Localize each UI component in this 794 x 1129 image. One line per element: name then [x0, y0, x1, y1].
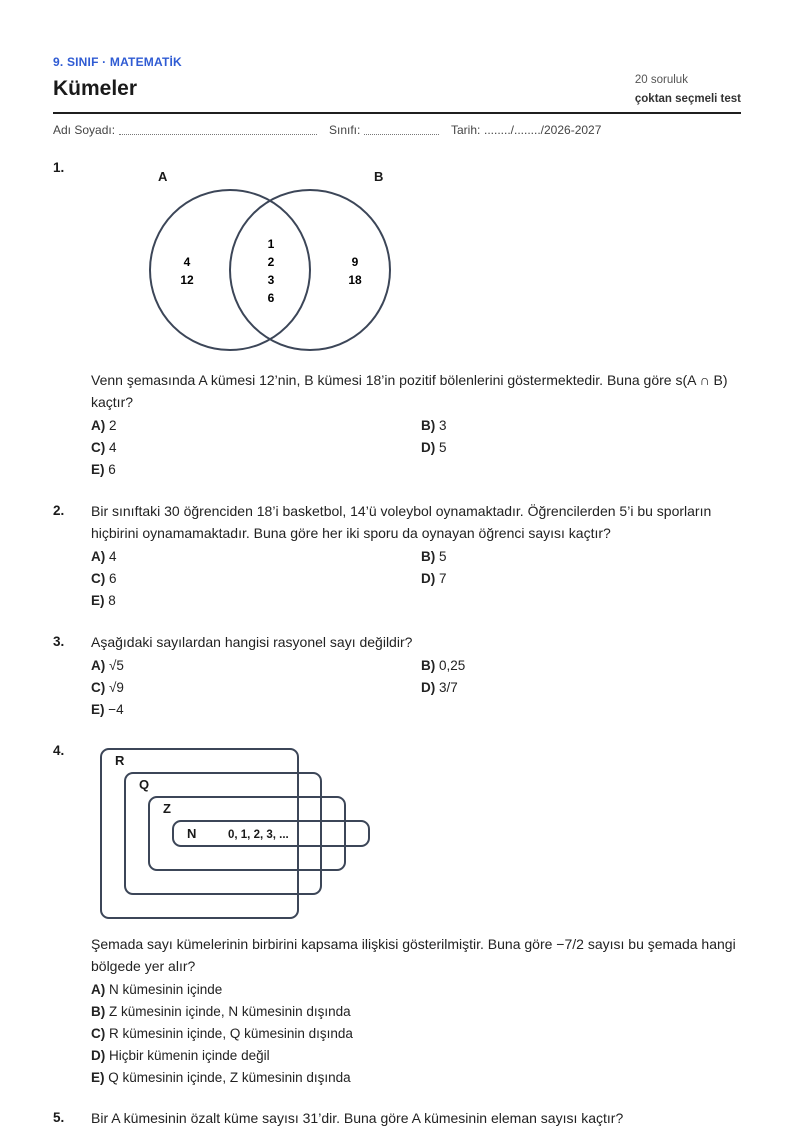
- set-r-label: R: [115, 753, 125, 768]
- option-value: −4: [108, 702, 124, 717]
- option-value: √5: [109, 658, 124, 673]
- option-value: 3/7: [439, 680, 458, 695]
- date-label: Tarih:: [451, 123, 481, 137]
- option-c[interactable]: [91, 680, 124, 695]
- option-value: Hiçbir kümenin içinde değil: [109, 1048, 270, 1063]
- question-number: 1.: [53, 160, 65, 175]
- question-text: Venn şemasında A kümesi 12’nin, B kümesi 18’in pozitif bölenlerini göstermektedir. Buna göre s(A ∩ B) kaçtır?: [91, 372, 728, 410]
- page-header: [53, 55, 741, 114]
- question-text: Bir A kümesinin özalt küme sayısı 31’dir. Buna göre A kümesinin eleman sayısı kaçtır?: [91, 1110, 624, 1126]
- option-value: 0,25: [439, 658, 466, 673]
- set-q-label: Q: [139, 777, 150, 792]
- option-value: 5: [439, 549, 447, 564]
- option-d[interactable]: [421, 680, 458, 695]
- venn-both-2: 3: [267, 273, 275, 287]
- option-d[interactable]: [421, 440, 447, 455]
- venn-b-only-1: 18: [348, 273, 362, 287]
- option-key: E): [91, 702, 105, 717]
- option-key: B): [421, 658, 436, 673]
- question-text: Şemada sayı kümelerinin birbirini kapsama ilişkisi gösterilmiştir. Buna göre −7/2 sayısı bu şemada hangi bölgede yer alır?: [91, 936, 736, 974]
- option-value: 4: [109, 440, 117, 455]
- venn-diagram: [140, 160, 410, 360]
- option-a[interactable]: [91, 982, 222, 997]
- set-n-label: N: [187, 826, 197, 841]
- option-value: 8: [108, 593, 116, 608]
- set-q-box: [125, 773, 321, 894]
- option-value: Q kümesinin içinde, Z kümesinin dışında: [108, 1070, 351, 1085]
- option-key: E): [91, 593, 105, 608]
- option-key: D): [421, 571, 436, 586]
- option-e[interactable]: [91, 462, 116, 477]
- option-value: 6: [109, 571, 117, 586]
- option-value: 3: [439, 418, 447, 433]
- venn-label-a: A: [158, 169, 168, 184]
- option-key: E): [91, 462, 105, 477]
- option-key: D): [91, 1048, 106, 1063]
- name-label: Adı Soyadı:: [53, 123, 116, 137]
- option-key: B): [91, 1004, 106, 1019]
- option-value: 5: [439, 440, 447, 455]
- option-value: 2: [109, 418, 117, 433]
- grade-label: 9. SINIF · MATEMATİK: [53, 55, 182, 69]
- option-key: C): [91, 440, 106, 455]
- option-a[interactable]: [91, 658, 124, 673]
- option-c[interactable]: [91, 1026, 353, 1041]
- option-c[interactable]: [91, 571, 117, 586]
- set-n-elements: 0, 1, 2, 3, ...: [228, 829, 289, 841]
- option-c[interactable]: [91, 440, 117, 455]
- option-key: B): [421, 418, 436, 433]
- option-b[interactable]: [421, 549, 447, 564]
- test-type: çoktan seçmeli test: [634, 93, 741, 105]
- page-title: Kümeler: [53, 77, 138, 100]
- question-number: 4.: [53, 743, 65, 758]
- venn-label-b: B: [374, 169, 384, 184]
- option-value: 6: [108, 462, 116, 477]
- question-number: 5.: [53, 1110, 65, 1125]
- option-a[interactable]: [91, 418, 117, 433]
- option-value: 4: [109, 549, 117, 564]
- question-count: 20 soruluk: [634, 74, 688, 86]
- option-key: A): [91, 982, 106, 997]
- option-value: Z kümesinin içinde, N kümesinin dışında: [109, 1004, 351, 1019]
- option-value: N kümesinin içinde: [109, 982, 223, 997]
- venn-a-only-1: 12: [180, 273, 194, 287]
- option-value: √9: [109, 680, 124, 695]
- option-d[interactable]: [421, 571, 447, 586]
- question-number: 3.: [53, 634, 65, 649]
- option-b[interactable]: [421, 418, 447, 433]
- option-key: C): [91, 571, 106, 586]
- option-key: E): [91, 1070, 105, 1085]
- option-key: D): [421, 440, 436, 455]
- option-e[interactable]: [91, 702, 124, 717]
- option-key: B): [421, 549, 436, 564]
- venn-both-1: 2: [267, 255, 275, 269]
- class-field[interactable]: [364, 122, 439, 135]
- option-key: C): [91, 680, 106, 695]
- venn-b-only-0: 9: [351, 255, 359, 269]
- option-b[interactable]: [91, 1004, 351, 1019]
- option-value: R kümesinin içinde, Q kümesinin dışında: [109, 1026, 353, 1041]
- question-text: Aşağıdaki sayılardan hangisi rasyonel sayı değildir?: [91, 634, 413, 650]
- option-e[interactable]: [91, 593, 116, 608]
- date-field[interactable]: ......../......../2026-2027: [484, 123, 602, 137]
- option-d[interactable]: [91, 1048, 270, 1063]
- name-field[interactable]: [119, 122, 317, 135]
- option-key: A): [91, 658, 106, 673]
- option-b[interactable]: [421, 658, 465, 673]
- student-info: [53, 123, 741, 141]
- venn-both-3: 6: [267, 291, 275, 305]
- question-text: Bir sınıftaki 30 öğrenciden 18’i basketbol, 14’ü voleybol oynamaktadır. Öğrencilerden 5’i bu sporların hiçbirini oynamamaktadır. Buna göre her iki sporu da oynayan öğrenci sayısı kaçtır?: [91, 503, 712, 541]
- venn-a-only-0: 4: [183, 255, 191, 269]
- option-value: 7: [439, 571, 447, 586]
- number-sets-diagram: [95, 743, 380, 925]
- option-key: A): [91, 549, 106, 564]
- set-z-label: Z: [163, 801, 171, 816]
- option-a[interactable]: [91, 549, 117, 564]
- option-key: C): [91, 1026, 106, 1041]
- option-e[interactable]: [91, 1070, 351, 1085]
- test-meta: [635, 71, 741, 109]
- question-number: 2.: [53, 503, 65, 518]
- option-key: A): [91, 418, 106, 433]
- class-label: Sınıfı:: [329, 123, 361, 137]
- option-key: D): [421, 680, 436, 695]
- venn-both-0: 1: [267, 237, 275, 251]
